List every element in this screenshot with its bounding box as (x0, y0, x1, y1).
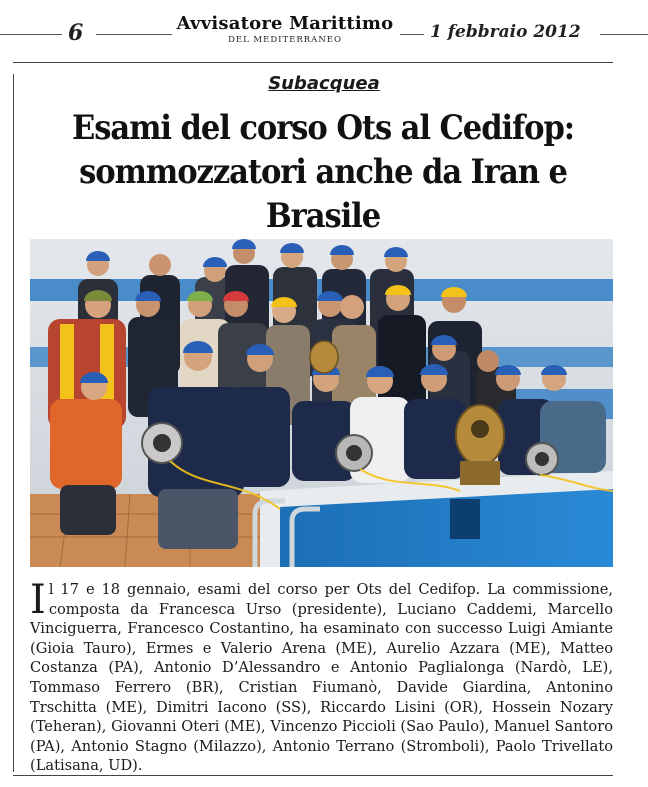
article-body-text: l 17 e 18 gennaio, esami del corso per Ots del Cedifop. La commissione, composta da Francesca Urso (presidente), Luciano Caddemi, Marcello Vinciguerra, Francesco Costantino, ha esaminato con successo Luigi Amiante (Gioia Tauro), Ermes e Valerio Arena (ME), Aurelio Azzara (ME), Matteo Costanza (PA), Antonio D’Alessandro e Antonio Paglialonga (Nardò, LE), Tommaso Ferrero (BR), Cristian Fiumanò, Davide Giardina, Antonino Trschitta (ME), Dimitri Iacono (SS), Riccardo Lisini (OR), Hossein Nozary (Teheran), Giovanni Oteri (ME), Vincenzo Piccioli (Sao Paulo), Manuel Santoro (PA), Antonio Stagno (Milazzo), Antonio Terrano (Stromboli), Paolo Trivellato (Latisana, UD). (30, 581, 613, 775)
frame-bottom-rule (13, 775, 613, 776)
issue-date: 1 febbraio 2012 (430, 22, 581, 42)
masthead (170, 14, 400, 46)
group-photo-illustration (30, 239, 613, 567)
section-label: Subacquea (268, 73, 380, 94)
page-number: 6 (68, 20, 84, 46)
headline (49, 106, 598, 238)
headline-line-1: Esami del corso Ots al Cedifop: (71, 108, 575, 148)
header-rule-right (600, 34, 648, 35)
masthead-title: Avvisatore Marittimo (176, 13, 394, 34)
header-rule-left (0, 34, 62, 35)
group-photo (30, 239, 613, 567)
frame-left-rule (13, 74, 14, 772)
header-rule-mid (96, 34, 172, 35)
article-body (30, 577, 613, 776)
headline-line-2: sommozzatori anche da Iran e Brasile (79, 152, 567, 236)
frame-top-rule (13, 62, 613, 63)
dropcap: I (30, 577, 46, 623)
masthead-subtitle: DEL MEDITERRANEO (228, 35, 342, 45)
header-rule-mid2 (400, 34, 424, 35)
